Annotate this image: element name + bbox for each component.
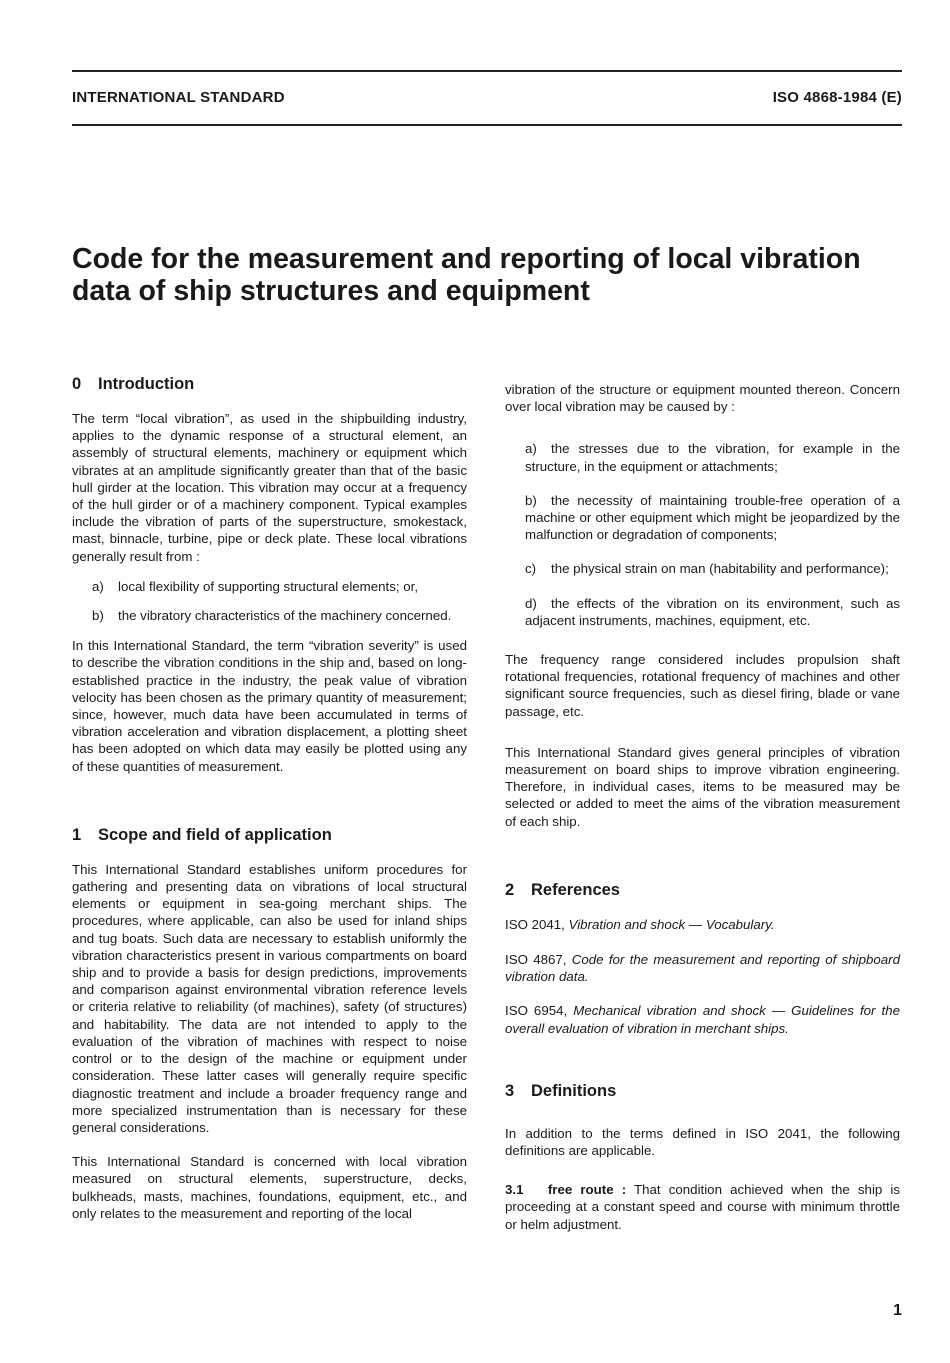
definition-number: 3.1: [505, 1182, 524, 1198]
section-0-heading: [72, 374, 467, 394]
reference-title: Code for the measurement and reporting of shipboard vibration data.: [505, 952, 900, 985]
section-number: 0: [72, 375, 82, 393]
scope-paragraph-2-continued: vibration of the structure or equipment mounted thereon. Concern over local vibration may be caused by :: [505, 382, 900, 415]
intro-list-item-a: [72, 578, 467, 595]
list-text: the physical strain on man (habitability and performance);: [551, 561, 889, 577]
left-column: [72, 374, 467, 1222]
reference-code: ISO 6954,: [505, 1003, 568, 1019]
intro-paragraph-2: In this International Standard, the term “vibration severity” is used to describe the vibration conditions in the ship and, based on long-established practice in the industry, the peak value of vibration velocity has been chosen as the primary quantity of measurement; since, however, much data have been accumulated in terms of vibration acceleration and vibration displacement, a plotting sheet has been adopted on which data may easily be plotted using any of these quantities of measurement.: [72, 638, 467, 774]
scope-paragraph-1: This International Standard establishes uniform procedures for gathering and presenting data on vibrations of local structural elements or equipment in sea-going merchant ships. The procedures, where applicable, can also be used for inland ships and tug boats. Such data are necessary to establish uniformly the vibration characteristics present in various compartments on board ship and to provide a basis for design predictions, improvements and comparison against environmental vibration reference levels or criteria relative to reliability (of machines), safety (of structures) and habitability. The data are not intended to apply to the evaluation of the vibration of machines with respect to noise control or to the design of the machine or equipment under consideration. These latter cases will generally require specific diagnostic treatment and include a broader frequency range and more specialized instrumentation than is necessary for these general considerations.: [72, 861, 467, 1135]
list-label: d): [525, 595, 537, 611]
scope-paragraph-2: This International Standard is concerned with local vibration measured on structural elements, superstructure, decks, bulkheads, masts, machines, foundations, equipment, etc., and only relates to the measurement and reporting of the local: [72, 1154, 467, 1221]
definition-term: free route :: [547, 1182, 627, 1198]
reference-iso-2041: [505, 916, 900, 933]
reference-code: ISO 4867,: [505, 952, 567, 968]
list-label: b): [92, 608, 104, 624]
section-number: 1: [72, 825, 82, 844]
list-text: local flexibility of supporting structural elements; or,: [118, 578, 419, 594]
scope-list-item-c: [505, 560, 900, 577]
reference-title: Vibration and shock — Vocabulary.: [568, 916, 775, 932]
list-label: c): [525, 561, 537, 577]
scope-paragraph-4: This International Standard gives general principles of vibration measurement on board ships to improve vibration engineering. Therefore, in individual cases, items to be measured may be selected or added to meet the aims of the vibration measurement of each ship.: [505, 744, 900, 829]
header-top-rule: [72, 70, 902, 72]
section-title: Introduction: [98, 375, 195, 393]
list-text: the stresses due to the vibration, for example in the structure, in the equipment or attachments;: [525, 441, 900, 474]
right-column: [505, 381, 900, 1233]
section-title: References: [531, 880, 620, 899]
reference-iso-4867: [505, 951, 900, 985]
document-title: Code for the measurement and reporting of local vibration data of ship structures and equipment: [72, 243, 861, 307]
list-label: b): [525, 492, 537, 508]
list-text: the vibratory characteristics of the machinery concerned.: [118, 608, 452, 624]
section-title: Definitions: [531, 1081, 617, 1100]
reference-iso-6954: [505, 1002, 900, 1036]
header-standard-number: ISO 4868-1984 (E): [772, 89, 902, 106]
section-number: 2: [505, 880, 515, 899]
definition-text: That condition achieved when the ship is proceeding at a constant speed and course with minimum throttle or helm adjustment.: [505, 1182, 901, 1232]
intro-paragraph-1: The term “local vibration”, as used in the shipbuilding industry, applies to the dynamic response of a structural element, an assembly of structural elements, machinery or equipment which vibrates at an amplitude significantly greater than that of the basic hull girder at the location. This vibration may occur at a frequency of the hull girder or of a machinery component. Typical examples include the vibration of parts of the superstructure, smokestack, mast, binnacle, turbine, pipe or deck plate. These local vibrations generally result from :: [72, 411, 467, 564]
scope-paragraph-3: The frequency range considered includes propulsion shaft rotational frequencies, rotational frequency of machines and other significant source frequencies, such as diesel firing, blade or vane passage, etc.: [505, 652, 900, 719]
scope-list-item-b: [505, 492, 900, 544]
scope-list-item-d: [505, 595, 900, 629]
list-label: a): [92, 578, 104, 594]
section-2-heading: [505, 880, 900, 900]
definitions-intro: In addition to the terms defined in ISO 2041, the following definitions are applicable.: [505, 1125, 900, 1159]
list-text: the effects of the vibration on its environment, such as adjacent instruments, machines, equipment, etc.: [525, 595, 900, 628]
section-title: Scope and field of application: [98, 825, 332, 844]
section-3-heading: [505, 1081, 900, 1101]
reference-title: Mechanical vibration and shock — Guidelines for the overall evaluation of vibration in merchant ships.: [505, 1003, 900, 1036]
reference-code: ISO 2041,: [505, 916, 565, 932]
page-number: 1: [893, 1302, 902, 1319]
header-standard-type: INTERNATIONAL STANDARD: [72, 89, 285, 106]
intro-list-item-b: [72, 607, 467, 624]
section-number: 3: [505, 1081, 515, 1100]
header-bottom-rule: [72, 124, 902, 126]
list-text: the necessity of maintaining trouble-free operation of a machine or other equipment which might be jeopardized by the malfunction or degradation of components;: [525, 492, 900, 543]
list-label: a): [525, 441, 537, 457]
section-1-heading: [72, 825, 467, 845]
definition-3-1: [505, 1181, 900, 1233]
scope-list-item-a: [505, 440, 900, 474]
